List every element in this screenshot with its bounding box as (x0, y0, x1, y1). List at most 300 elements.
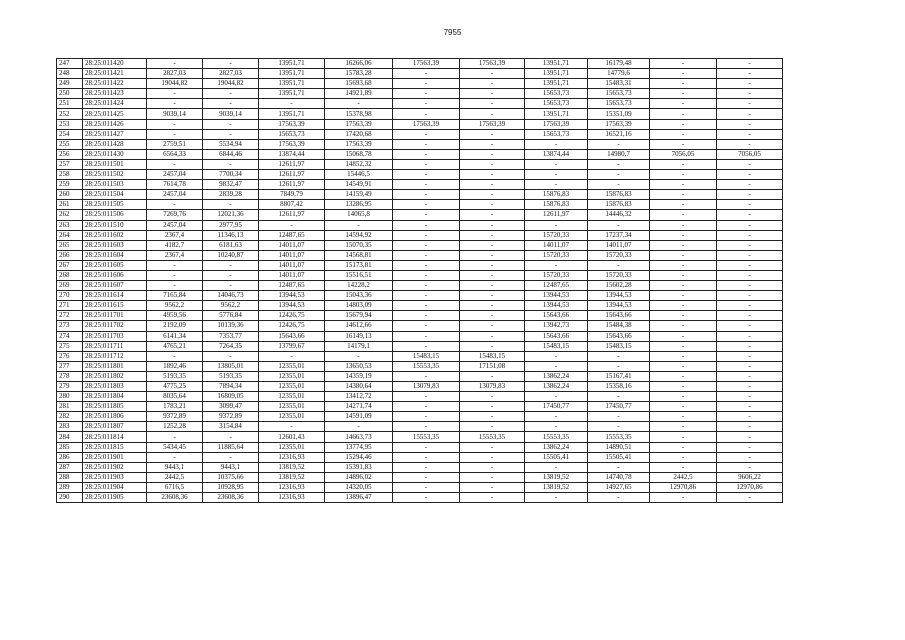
table-cell: - (717, 291, 783, 301)
table-cell: 15070,35 (325, 240, 393, 250)
table-cell: 15679,94 (325, 311, 393, 321)
table-cell: 15643,66 (525, 331, 588, 341)
table-row (57, 159, 783, 169)
table-row (57, 402, 783, 412)
table-cell: 10375,66 (203, 472, 259, 482)
table-cell: 15693,68 (325, 79, 393, 89)
table-cell: 271 (57, 301, 83, 311)
table-cell: 15553,35 (460, 432, 525, 442)
table-cell: 14740,78 (588, 472, 650, 482)
table-cell: 28:25:011607 (83, 281, 147, 291)
table-cell: 13951,71 (525, 69, 588, 79)
table-cell: 15483,15 (460, 351, 525, 361)
table-cell: - (717, 109, 783, 119)
table-row (57, 260, 783, 270)
table-row (57, 240, 783, 250)
table-cell: - (393, 240, 460, 250)
table-body (57, 59, 783, 503)
table-cell: - (650, 432, 717, 442)
table-cell: - (650, 301, 717, 311)
table-cell: 15516,51 (325, 270, 393, 280)
table-cell: 28:25:011603 (83, 240, 147, 250)
table-cell: 17563,39 (325, 119, 393, 129)
table-cell: 7056,05 (650, 149, 717, 159)
table-cell: 15068,78 (325, 149, 393, 159)
table-cell: 274 (57, 331, 83, 341)
table-cell: - (460, 270, 525, 280)
table-cell: 15653,73 (525, 89, 588, 99)
table-cell: 15653,73 (588, 89, 650, 99)
table-cell: - (393, 190, 460, 200)
table-cell: - (525, 462, 588, 472)
table-cell: - (460, 99, 525, 109)
table-cell: 28:25:011711 (83, 341, 147, 351)
table-cell: 280 (57, 392, 83, 402)
table-cell: 28:25:011801 (83, 361, 147, 371)
table-cell: 13944,53 (259, 291, 325, 301)
table-row (57, 392, 783, 402)
table-cell: 28:25:011605 (83, 260, 147, 270)
table-cell: 15553,35 (393, 361, 460, 371)
table-cell: - (650, 382, 717, 392)
table-cell: 28:25:011602 (83, 230, 147, 240)
table-cell: - (588, 422, 650, 432)
table-cell: 14228,2 (325, 281, 393, 291)
table-cell: 28:25:011427 (83, 129, 147, 139)
table-cell: 15876,83 (588, 200, 650, 210)
table-cell: 14380,64 (325, 382, 393, 392)
table-row (57, 220, 783, 230)
table-cell: 273 (57, 321, 83, 331)
table-cell: 17151,08 (460, 361, 525, 371)
table-cell: 7700,34 (203, 170, 259, 180)
table-cell: - (460, 129, 525, 139)
table-cell: 28:25:011510 (83, 220, 147, 230)
table-cell: 28:25:011703 (83, 331, 147, 341)
table-cell: - (393, 493, 460, 503)
table-cell: 11885,64 (203, 442, 259, 452)
table-cell: - (717, 220, 783, 230)
table-cell: - (460, 170, 525, 180)
table-cell: 28:25:011502 (83, 170, 147, 180)
table-cell: - (717, 361, 783, 371)
table-cell: 15553,35 (393, 432, 460, 442)
table-cell: 252 (57, 109, 83, 119)
table-cell: - (460, 260, 525, 270)
table-cell: 13951,71 (259, 89, 325, 99)
table-cell: 10928,95 (203, 482, 259, 492)
table-cell: 5434,45 (147, 442, 203, 452)
table-row (57, 422, 783, 432)
table-cell: - (717, 79, 783, 89)
table-cell: - (650, 422, 717, 432)
table-row (57, 180, 783, 190)
table-row (57, 139, 783, 149)
table-cell: - (325, 351, 393, 361)
table-cell: - (650, 59, 717, 69)
table-cell: 28:25:011901 (83, 452, 147, 462)
table-cell: 7269,76 (147, 210, 203, 220)
table-cell: 5776,84 (203, 311, 259, 321)
table-cell: 10240,87 (203, 250, 259, 260)
table-cell: 13944,53 (259, 301, 325, 311)
table-cell: 16809,05 (203, 392, 259, 402)
table-cell: 17563,39 (393, 119, 460, 129)
table-cell: - (717, 382, 783, 392)
table-cell: 12970,86 (717, 482, 783, 492)
table-cell: 28:25:011421 (83, 69, 147, 79)
table-cell: 17563,39 (588, 119, 650, 129)
table-cell: - (460, 230, 525, 240)
table-cell: 261 (57, 200, 83, 210)
table-cell: 7165,84 (147, 291, 203, 301)
table-cell: - (717, 412, 783, 422)
table-cell: 9562,2 (203, 301, 259, 311)
table-row (57, 230, 783, 240)
table-cell: 248 (57, 69, 83, 79)
table-cell: 2367,4 (147, 250, 203, 260)
table-row (57, 382, 783, 392)
table-cell: - (460, 442, 525, 452)
table-cell: 15043,36 (325, 291, 393, 301)
table-row (57, 321, 783, 331)
table-row (57, 331, 783, 341)
table-cell: - (460, 462, 525, 472)
table-cell: - (460, 412, 525, 422)
table-row (57, 482, 783, 492)
table-cell: - (460, 341, 525, 351)
table-cell: 286 (57, 452, 83, 462)
table-cell: - (650, 493, 717, 503)
table-cell: 14320,05 (325, 482, 393, 492)
table-cell: - (588, 220, 650, 230)
table-cell: 14011,07 (259, 240, 325, 250)
table-cell: - (393, 311, 460, 321)
table-cell: 15653,73 (525, 129, 588, 139)
table-cell: 247 (57, 59, 83, 69)
table-cell: 14159,49 (325, 190, 393, 200)
table-row (57, 442, 783, 452)
table-cell: 15876,83 (588, 190, 650, 200)
table-cell: 12355,01 (259, 371, 325, 381)
table-cell: 13874,44 (259, 149, 325, 159)
table-cell: - (203, 452, 259, 462)
table-cell: - (650, 281, 717, 291)
table-cell: 13951,71 (525, 59, 588, 69)
table-cell: 251 (57, 99, 83, 109)
table-cell: 13944,53 (525, 291, 588, 301)
table-cell: - (717, 170, 783, 180)
table-cell: 14271,74 (325, 402, 393, 412)
table-cell: - (393, 482, 460, 492)
table-cell: - (393, 412, 460, 422)
table-cell: 5534,94 (203, 139, 259, 149)
table-cell: - (588, 351, 650, 361)
table-cell: - (717, 301, 783, 311)
table-cell: - (525, 159, 588, 169)
table-cell: 28:25:011501 (83, 159, 147, 169)
table-cell: 7264,35 (203, 341, 259, 351)
table-row (57, 250, 783, 260)
table-cell: - (147, 99, 203, 109)
table-cell: 17450,77 (588, 402, 650, 412)
table-cell: - (650, 462, 717, 472)
table-cell: 289 (57, 482, 83, 492)
table-cell: - (460, 149, 525, 159)
table-cell: 15643,66 (259, 331, 325, 341)
table-cell: 17237,34 (588, 230, 650, 240)
table-cell: 279 (57, 382, 83, 392)
table-cell: 14011,07 (525, 240, 588, 250)
table-cell: - (460, 220, 525, 230)
table-cell: - (588, 170, 650, 180)
table-cell: - (393, 301, 460, 311)
table-cell: 6181,63 (203, 240, 259, 250)
table-cell: - (147, 351, 203, 361)
table-cell: - (460, 311, 525, 321)
table-cell: - (588, 392, 650, 402)
table-cell: - (393, 321, 460, 331)
table-cell: 28:25:011701 (83, 311, 147, 321)
table-cell: - (717, 240, 783, 250)
table-cell: 5193,35 (203, 371, 259, 381)
table-cell: 28:25:011430 (83, 149, 147, 159)
table-cell: 4765,21 (147, 341, 203, 351)
table-cell: 2457,04 (147, 220, 203, 230)
table-cell: 253 (57, 119, 83, 129)
table-cell: 17563,39 (259, 139, 325, 149)
table-row (57, 59, 783, 69)
table-cell: - (650, 230, 717, 240)
table-cell: 23608,36 (203, 493, 259, 503)
table-cell: - (525, 412, 588, 422)
table-cell: - (650, 442, 717, 452)
table-cell: 28:25:011903 (83, 472, 147, 482)
table-cell: - (650, 139, 717, 149)
table-cell: 12601,43 (259, 432, 325, 442)
table-cell: 17563,39 (460, 59, 525, 69)
table-row (57, 291, 783, 301)
table-row (57, 190, 783, 200)
table-cell: - (588, 412, 650, 422)
table-cell: - (147, 159, 203, 169)
table-cell: 12355,01 (259, 392, 325, 402)
table-cell: - (460, 109, 525, 119)
table-cell: - (460, 180, 525, 190)
table-cell: 278 (57, 371, 83, 381)
table-cell: 7849,79 (259, 190, 325, 200)
table-cell: - (460, 452, 525, 462)
table-cell: 28:25:011604 (83, 250, 147, 260)
table-cell: 28:25:011503 (83, 180, 147, 190)
table-cell: 9443,1 (147, 462, 203, 472)
table-cell: - (650, 99, 717, 109)
table-cell: 269 (57, 281, 83, 291)
table-cell: 2839,28 (203, 190, 259, 200)
table-cell: 250 (57, 89, 83, 99)
table-cell: - (393, 371, 460, 381)
table-cell: - (650, 260, 717, 270)
table-cell: - (717, 392, 783, 402)
table-cell: 12316,93 (259, 493, 325, 503)
table-cell: 14803,09 (325, 301, 393, 311)
table-cell: 14896,02 (325, 472, 393, 482)
table-cell: - (650, 69, 717, 79)
table-cell: 15653,73 (259, 129, 325, 139)
table-cell: - (393, 69, 460, 79)
table-cell: 28:25:011506 (83, 210, 147, 220)
table-cell: 13819,52 (525, 472, 588, 482)
table-cell: - (393, 472, 460, 482)
table-cell: - (393, 260, 460, 270)
table-cell: 259 (57, 180, 83, 190)
table-cell: 15484,38 (588, 321, 650, 331)
table-cell: - (147, 119, 203, 129)
table-cell: 17450,77 (525, 402, 588, 412)
table-cell: 2759,51 (147, 139, 203, 149)
table-cell: 2457,04 (147, 190, 203, 200)
table-cell: - (650, 159, 717, 169)
table-cell: - (717, 200, 783, 210)
table-row (57, 99, 783, 109)
table-cell: 17563,39 (525, 119, 588, 129)
table-cell: 262 (57, 210, 83, 220)
table-cell: - (650, 452, 717, 462)
table-cell: - (460, 402, 525, 412)
table-cell: 2977,95 (203, 220, 259, 230)
table-cell: - (259, 422, 325, 432)
table-cell: 6564,33 (147, 149, 203, 159)
table-cell: 15173,81 (325, 260, 393, 270)
table-cell: 264 (57, 230, 83, 240)
table-cell: - (203, 281, 259, 291)
table-cell: - (717, 331, 783, 341)
table-cell: 15505,41 (525, 452, 588, 462)
table-cell: - (650, 331, 717, 341)
table-cell: 15643,66 (588, 331, 650, 341)
table-cell: - (147, 260, 203, 270)
table-cell: 17563,39 (325, 139, 393, 149)
table-cell: 267 (57, 260, 83, 270)
table-row (57, 79, 783, 89)
table-cell: 13650,53 (325, 361, 393, 371)
table-cell: - (717, 351, 783, 361)
table-cell: - (460, 250, 525, 260)
table-cell: - (717, 139, 783, 149)
table-cell: - (717, 230, 783, 240)
table-cell: 12316,93 (259, 482, 325, 492)
table-cell: 7056,05 (717, 149, 783, 159)
table-cell: - (717, 129, 783, 139)
table-cell: - (393, 392, 460, 402)
table-cell: 19044,82 (203, 79, 259, 89)
table-cell: - (717, 59, 783, 69)
table-cell: 290 (57, 493, 83, 503)
table-cell: 28:25:011807 (83, 422, 147, 432)
table-cell: 13951,71 (525, 79, 588, 89)
table-cell: - (203, 270, 259, 280)
table-row (57, 311, 783, 321)
table-cell: 14568,81 (325, 250, 393, 260)
table-cell: - (203, 89, 259, 99)
table-cell: - (460, 159, 525, 169)
table-cell: 6844,46 (203, 149, 259, 159)
table-cell: 28:25:011804 (83, 392, 147, 402)
table-cell: 2442,5 (147, 472, 203, 482)
table-cell: - (259, 220, 325, 230)
table-cell: 6141,34 (147, 331, 203, 341)
table-cell: - (525, 361, 588, 371)
table-cell: 19044,82 (147, 79, 203, 89)
table-cell: 15483,15 (393, 351, 460, 361)
table-cell: - (717, 69, 783, 79)
table-cell: - (525, 170, 588, 180)
table-cell: 13799,67 (259, 341, 325, 351)
table-cell: 17563,39 (259, 119, 325, 129)
table-cell: - (460, 472, 525, 482)
table-cell: - (525, 351, 588, 361)
table-cell: 28:25:011426 (83, 119, 147, 129)
table-cell: 12426,75 (259, 321, 325, 331)
table-cell: 255 (57, 139, 83, 149)
table-cell: - (393, 341, 460, 351)
table-cell: 7894,34 (203, 382, 259, 392)
table-cell: 13951,71 (259, 109, 325, 119)
table-cell: 13862,24 (525, 371, 588, 381)
table-cell: - (393, 331, 460, 341)
table-cell: 28:25:011904 (83, 482, 147, 492)
table-row (57, 412, 783, 422)
table-cell: 15783,28 (325, 69, 393, 79)
table-cell: 265 (57, 240, 83, 250)
table-cell: 13862,24 (525, 382, 588, 392)
table-cell: - (325, 220, 393, 230)
table-cell: - (203, 129, 259, 139)
table-row (57, 341, 783, 351)
table-cell: 10139,36 (203, 321, 259, 331)
table-cell: 266 (57, 250, 83, 260)
table-cell: - (717, 250, 783, 260)
table-cell: - (717, 402, 783, 412)
table-cell: - (393, 402, 460, 412)
table-cell: - (393, 200, 460, 210)
table-cell: - (460, 210, 525, 220)
table-cell: 13896,47 (325, 493, 393, 503)
table-cell: 15553,35 (525, 432, 588, 442)
table-cell: 12611,97 (259, 180, 325, 190)
table-cell: - (717, 311, 783, 321)
table-cell: - (460, 200, 525, 210)
table-cell: - (650, 220, 717, 230)
table-cell: - (147, 270, 203, 280)
table-cell: 15720,33 (525, 230, 588, 240)
table-cell: 276 (57, 351, 83, 361)
table-cell: 28:25:011504 (83, 190, 147, 200)
table-row (57, 210, 783, 220)
table-cell: - (650, 270, 717, 280)
table-cell: 16149,13 (325, 331, 393, 341)
table-cell: - (393, 149, 460, 159)
table-cell: - (650, 79, 717, 89)
table-cell: - (259, 351, 325, 361)
table-cell: 15720,33 (588, 250, 650, 260)
table-row (57, 472, 783, 482)
table-cell: 28:25:011905 (83, 493, 147, 503)
table-cell: 13951,71 (259, 79, 325, 89)
table-cell: - (525, 139, 588, 149)
table-cell: - (393, 139, 460, 149)
table-cell: 13412,72 (325, 392, 393, 402)
